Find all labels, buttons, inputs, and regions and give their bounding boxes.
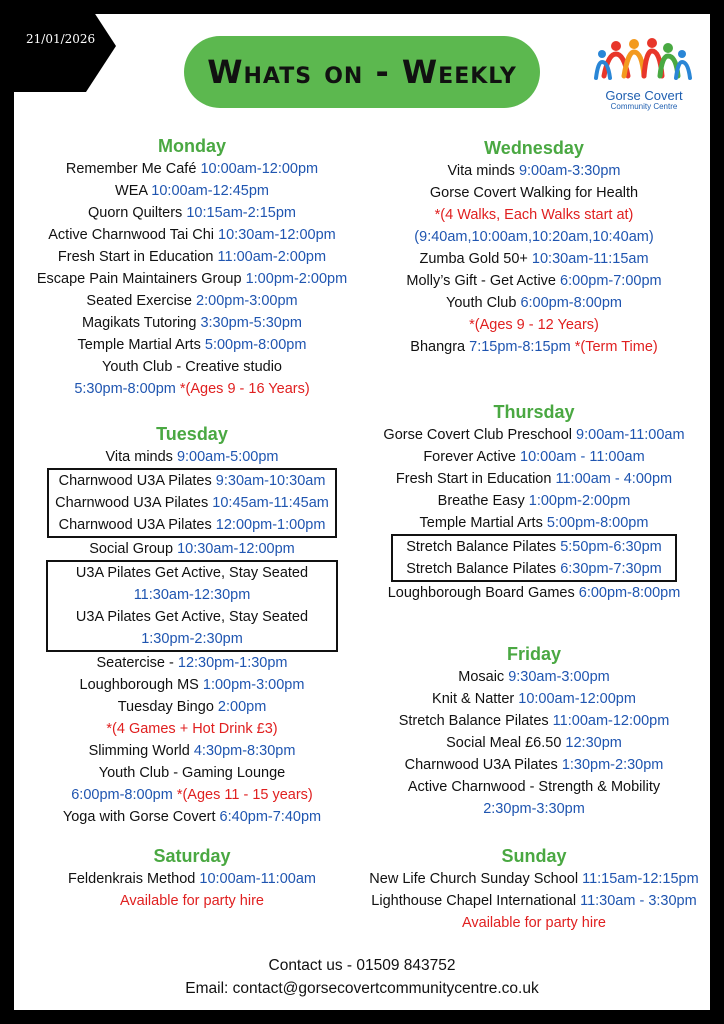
list-item xyxy=(364,424,704,446)
time-text: 6:40pm-7:40pm xyxy=(219,809,322,825)
activity-name: Magikats Tutoring xyxy=(81,315,197,331)
list-item xyxy=(364,468,704,490)
time-text: 11:00am-12:00pm xyxy=(552,713,670,729)
list-item xyxy=(22,538,362,560)
list-item xyxy=(364,512,704,534)
list-item xyxy=(364,582,704,604)
activity-name: Temple Martial Arts xyxy=(77,337,201,353)
activity-name: Charnwood U3A Pilates xyxy=(58,517,212,533)
list-item xyxy=(396,536,672,558)
activity-name: Social Meal £6.50 xyxy=(446,735,562,751)
activity-name: Seated Exercise xyxy=(86,293,192,309)
list-item: *(4 Walks, Each Walks start at) xyxy=(434,207,634,223)
list-item xyxy=(364,490,704,512)
list-item xyxy=(52,470,332,492)
time-text: 5:50pm-6:30pm xyxy=(560,539,662,555)
page-title: Whats on - Weekly xyxy=(207,53,517,91)
activity-name: Zumba Gold 50+ xyxy=(419,251,528,267)
list-item xyxy=(364,292,704,314)
time-text: 1:00pm-2:00pm xyxy=(245,271,348,287)
time-text: 10:15am-2:15pm xyxy=(186,205,296,221)
list-item xyxy=(22,290,362,312)
list-item xyxy=(22,180,362,202)
time-text: 5:00pm-8:00pm xyxy=(204,337,307,353)
list-item xyxy=(52,514,332,536)
note-text: *(Ages 11 - 15 years) xyxy=(176,787,313,803)
time-text: 12:00pm-1:00pm xyxy=(215,517,326,533)
activity-name: Seatercise - xyxy=(96,655,174,671)
time-text: 6:00pm-8:00pm xyxy=(520,295,622,311)
note-text: *(Term Time) xyxy=(574,339,658,355)
time-text: 9:30am-10:30am xyxy=(215,473,326,489)
activity-name: Active Charnwood Tai Chi xyxy=(48,227,215,243)
time-text: 2:00pm-3:00pm xyxy=(196,293,298,309)
activity-name: Stretch Balance Pilates xyxy=(398,713,549,729)
logo-name: Gorse Covert xyxy=(605,88,683,103)
list-item xyxy=(364,248,704,270)
time-text: 11:30am - 3:30pm xyxy=(580,893,697,909)
time-text: 1:30pm-2:30pm xyxy=(561,757,664,773)
list-item xyxy=(22,246,362,268)
time-text: 5:00pm-8:00pm xyxy=(546,515,649,531)
time-text: 10:00am-12:00pm xyxy=(200,161,319,177)
saturday-section xyxy=(22,844,362,912)
list-item: 1:30pm-2:30pm xyxy=(141,631,243,647)
seated-pilates-box xyxy=(46,560,338,652)
activity-name: Knit & Natter xyxy=(432,691,515,707)
list-item: *(4 Games + Hot Drink £3) xyxy=(106,721,278,737)
activity-name: Charnwood U3A Pilates xyxy=(404,757,558,773)
list-item xyxy=(22,806,362,828)
stretch-pilates-box xyxy=(391,534,677,582)
time-text: 6:00pm-8:00pm xyxy=(71,787,173,803)
time-text: 9:00am-11:00am xyxy=(576,427,685,443)
poster-page xyxy=(14,14,710,1010)
list-item xyxy=(364,688,704,710)
time-text: 12:30pm xyxy=(565,735,622,751)
list-item xyxy=(22,784,362,806)
list-item xyxy=(22,224,362,246)
activity-name: Tuesday Bingo xyxy=(117,699,214,715)
list-item: Available for party hire xyxy=(119,893,264,909)
activity-name: Stretch Balance Pilates xyxy=(406,539,557,555)
thursday-section xyxy=(364,400,704,604)
activity-name: Charnwood U3A Pilates xyxy=(55,495,209,511)
time-text: 10:00am - 11:00am xyxy=(520,449,645,465)
activity-name: Slimming World xyxy=(88,743,190,759)
time-text: 10:30am-11:15am xyxy=(531,251,649,267)
time-text: 10:45am-11:45am xyxy=(212,495,329,511)
time-text: 7:15pm-8:15pm xyxy=(469,339,571,355)
monday-section xyxy=(22,134,362,400)
list-item: Youth Club - Gaming Lounge xyxy=(98,765,286,781)
list-item xyxy=(22,446,362,468)
list-item: U3A Pilates Get Active, Stay Seated xyxy=(75,565,309,581)
time-text: 9:00am-5:00pm xyxy=(176,449,279,465)
activity-name: New Life Church Sunday School xyxy=(369,871,579,887)
list-item xyxy=(22,868,362,890)
time-text: 10:30am-12:00pm xyxy=(218,227,336,243)
activity-name: Escape Pain Maintainers Group xyxy=(36,271,242,287)
activity-name: Social Group xyxy=(89,541,174,557)
list-item xyxy=(52,492,332,514)
time-text: 6:00pm-7:00pm xyxy=(560,273,662,289)
activity-name: Vita minds xyxy=(447,163,515,179)
activity-name: Molly’s Gift - Get Active xyxy=(406,273,556,289)
list-item xyxy=(22,740,362,762)
list-item xyxy=(364,270,704,292)
list-item xyxy=(22,378,362,400)
activity-name: Youth Club xyxy=(445,295,517,311)
date-label: 21/01/2026 xyxy=(26,32,96,46)
wednesday-section xyxy=(364,136,704,358)
activity-name: Mosaic xyxy=(458,669,505,685)
activity-name: Feldenkrais Method xyxy=(68,871,196,887)
activity-name: Quorn Quilters xyxy=(88,205,183,221)
time-text: 12:30pm-1:30pm xyxy=(177,655,288,671)
list-item: Active Charnwood - Strength & Mobility xyxy=(407,779,661,795)
list-item xyxy=(364,868,704,890)
activity-name: Fresh Start in Education xyxy=(395,471,552,487)
list-item xyxy=(22,674,362,696)
logo-subtitle: Community Centre xyxy=(610,102,678,111)
activity-name: Lighthouse Chapel International xyxy=(371,893,577,909)
activity-name: Stretch Balance Pilates xyxy=(406,561,557,577)
activity-name: Vita minds xyxy=(105,449,173,465)
time-text: 3:30pm-5:30pm xyxy=(200,315,303,331)
date-tab-shape xyxy=(14,14,116,102)
time-text: 10:00am-12:00pm xyxy=(518,691,636,707)
tuesday-section xyxy=(22,422,362,828)
list-item xyxy=(364,446,704,468)
list-item xyxy=(22,334,362,356)
time-text: 6:00pm-8:00pm xyxy=(578,585,681,601)
activity-name: Yoga with Gorse Covert xyxy=(62,809,216,825)
list-item xyxy=(22,312,362,334)
friday-section xyxy=(364,642,704,820)
time-text: 4:30pm-8:30pm xyxy=(193,743,296,759)
list-item xyxy=(364,732,704,754)
activity-name: Loughborough Board Games xyxy=(387,585,575,601)
time-text: 2:00pm xyxy=(217,699,267,715)
time-text: 11:15am-12:15pm xyxy=(582,871,699,887)
list-item xyxy=(364,666,704,688)
list-item xyxy=(364,754,704,776)
list-item: *(Ages 9 - 12 Years) xyxy=(469,317,599,333)
list-item: 11:30am-12:30pm xyxy=(133,587,251,603)
day-heading-saturday: Saturday xyxy=(153,846,231,866)
activity-name: Loughborough MS xyxy=(79,677,199,693)
list-item: Gorse Covert Walking for Health xyxy=(429,185,639,201)
time-text: 10:00am-11:00am xyxy=(199,871,316,887)
day-heading-monday: Monday xyxy=(157,136,226,156)
time-text: 1:00pm-3:00pm xyxy=(202,677,305,693)
list-item xyxy=(22,268,362,290)
pilates-group-box xyxy=(47,468,337,538)
list-item xyxy=(364,710,704,732)
activity-name: Bhangra xyxy=(410,339,466,355)
day-heading-sunday: Sunday xyxy=(501,846,567,866)
list-item: Available for party hire xyxy=(461,915,606,931)
list-item: (9:40am,10:00am,10:20am,10:40am) xyxy=(414,229,654,245)
activity-name: Gorse Covert Club Preschool xyxy=(383,427,572,443)
time-text: 11:00am-2:00pm xyxy=(217,249,327,265)
time-text: 11:00am - 4:00pm xyxy=(555,471,673,487)
activity-name: Temple Martial Arts xyxy=(419,515,543,531)
note-text: *(Ages 9 - 16 Years) xyxy=(179,381,310,397)
time-text: 10:00am-12:45pm xyxy=(151,183,269,199)
title-banner xyxy=(184,36,540,108)
list-item xyxy=(22,158,362,180)
list-item xyxy=(364,160,704,182)
time-text: 6:30pm-7:30pm xyxy=(560,561,662,577)
time-text: 1:00pm-2:00pm xyxy=(528,493,631,509)
time-text: 5:30pm-8:00pm xyxy=(74,381,176,397)
sunday-section xyxy=(364,844,704,934)
contact-phone: Contact us - 01509 843752 xyxy=(268,957,456,974)
list-item xyxy=(22,652,362,674)
list-item xyxy=(22,696,362,718)
list-item: Youth Club - Creative studio xyxy=(101,359,282,375)
list-item xyxy=(364,890,704,912)
centre-logo xyxy=(594,36,694,116)
list-item xyxy=(364,336,704,358)
day-heading-thursday: Thursday xyxy=(493,402,575,422)
activity-name: Charnwood U3A Pilates xyxy=(58,473,212,489)
contact-email: Email: contact@gorsecovertcommunitycentre.co.uk xyxy=(185,980,539,997)
day-heading-wednesday: Wednesday xyxy=(484,138,584,158)
time-text: 9:30am-3:00pm xyxy=(508,669,610,685)
activity-name: Forever Active xyxy=(423,449,516,465)
list-item: U3A Pilates Get Active, Stay Seated xyxy=(75,609,309,625)
list-item: 2:30pm-3:30pm xyxy=(483,801,585,817)
list-item xyxy=(396,558,672,580)
activity-name: Fresh Start in Education xyxy=(57,249,214,265)
people-logo-icon xyxy=(594,36,694,88)
day-heading-friday: Friday xyxy=(506,644,562,664)
list-item xyxy=(22,202,362,224)
activity-name: Breathe Easy xyxy=(437,493,525,509)
activity-name: WEA xyxy=(115,183,148,199)
time-text: 9:00am-3:30pm xyxy=(518,163,621,179)
day-heading-tuesday: Tuesday xyxy=(156,424,228,444)
activity-name: Remember Me Café xyxy=(65,161,197,177)
time-text: 10:30am-12:00pm xyxy=(177,541,295,557)
